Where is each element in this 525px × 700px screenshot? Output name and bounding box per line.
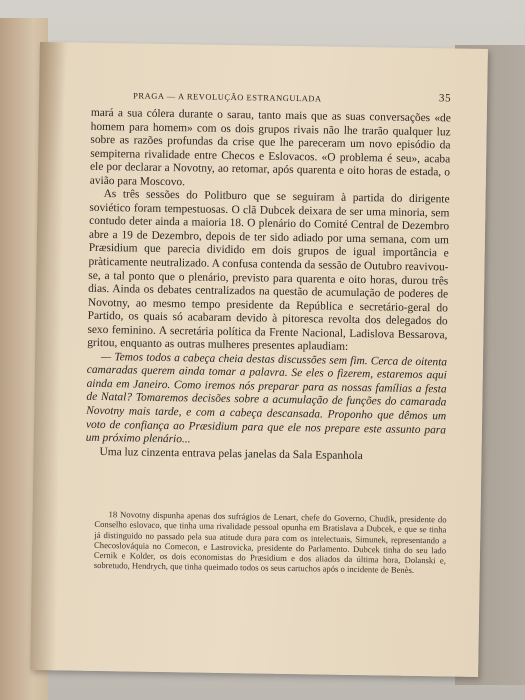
footnote-text: 18 Novotny dispunha apenas dos sufrágios de Lenart, chefe do Governo, Chudik, presidente do Conselho eslovaco, que tinha uma rivalidade pessoal opunha em Bratislava a Dubcek, e que se tinha já distinguido no passado pela sua atitude dura para com os intelectuais, Simunek, representando a Checoslováquia no Comecon, e Lastrovicka, presidente do Parlamento. Dubcek tinha do seu lado Cernik e Kolder, os dois economistas do Præsidium e dos aliados da última hora, Dolanski e, sobretudo, Hendrych, que tinha queimado todos os seus cartuchos após o incidente de Benès. [93, 509, 447, 576]
paragraph-4: Uma luz cinzenta entrava pelas janelas da Sala Espanhola [99, 445, 363, 462]
paragraph-1: mará a sua cólera durante o sarau, tanto mais que as suas conversações «de homem para homem» com os dois grupos rivais não lhe trarão qualquer luz sobre as razões profundas da crise que lhe pareceram um novo episódio da sempiterna rivalidade entre Checos e Eslovacos. «O problema é seu», acaba ele por declarar a Novotny, ao retomar, após quarenta e oito horas de estada, o avião para Moscovo. [89, 106, 451, 189]
paragraph-2: As três sessões do Politburo que se seguiram à partida do dirigente soviético foram tempestuosas. O clã Dubcek deixara de ser uma minoria, sem contudo deter ainda a maioria 18. O plenário do Comité Central de Dezembro abre a 19 de Dezembro, depois de ter sido adiado por uma semana, com um Præsidium que parecia dividido em dois grupos de igual importância e pràticamente neutralizado. A confusa contenda da sessão de Outubro reavivou-se, a tal ponto que o plenário, previsto para quarenta e oito horas, durou três dias. Ainda os debates centralizados na questão de acumulação de poderes de Novotny, ao mesmo tempo presidente da República e secretário-geral do Partido, os quais só acabaram devido à pitoresca revolta dos delegados do sexo feminino. A secretária política da Frente Nacional, Ladislova Bessarova, gritou, enquanto as outras mulheres presentes aplaudiam: [87, 188, 450, 354]
running-head-title: PRAGA — A REVOLUÇÃO ESTRANGULADA [133, 91, 322, 104]
body-text [85, 107, 450, 465]
main-text-block [85, 85, 451, 465]
page-number: 35 [438, 92, 452, 105]
book-page [30, 42, 488, 677]
paragraph-quote: — Temos todos a cabeça cheia destas discussões sem fim. Cerca de oitenta camaradas querem ainda tomar a palavra. Se eles o fizerem, estaremos aqui ainda em Janeiro. Como iremos nós preparar para as nossas famílias a festa de Natal? Tomaremos decisões sobre a acumulação de funções do camarada Novotny mais tarde, e com a cabeça descansada. Proponho que dêmos um voto de confiança ao Præsidium para que ele nos prepare este assunto para um próximo plenário... [85, 350, 448, 446]
footnote [94, 509, 447, 576]
